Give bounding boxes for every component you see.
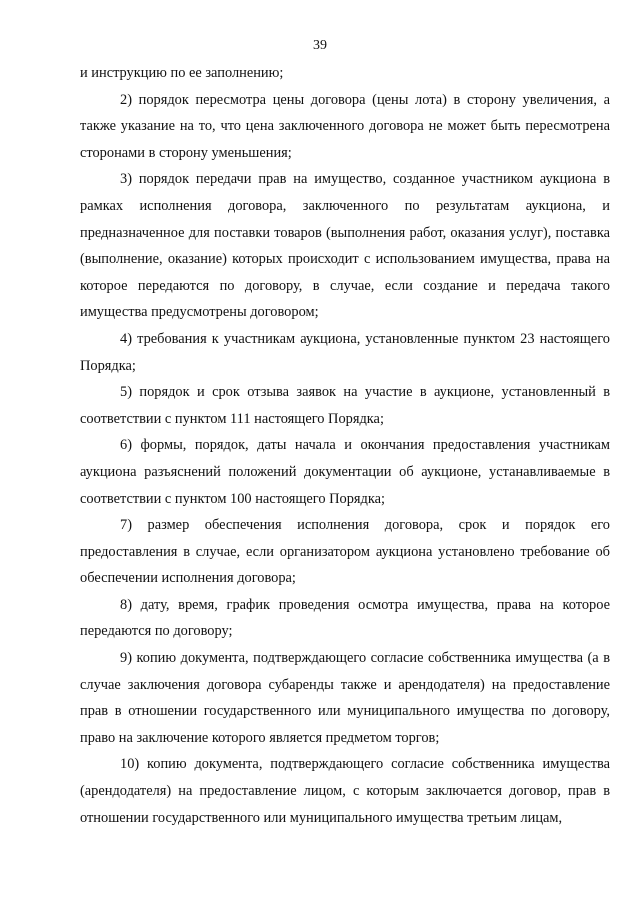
paragraph-item-7: 7) размер обеспечения исполнения договора, срок и порядок его предоставления в случае, если организатором аукциона установлено требование об обеспечении исполнения договора;	[80, 517, 610, 587]
paragraph-item-5: 5) порядок и срок отзыва заявок на участие в аукционе, установленный в соответствии с пунктом 111 настоящего Порядка;	[80, 384, 610, 427]
paragraph-item-3: 3) порядок передачи прав на имущество, созданное участником аукциона в рамках исполнения договора, заключенного по результатам аукциона, и предназначенное для поставки товаров (выполнения работ, оказания услуг), поставка (выполнение, оказание) которых происходит с использованием имущества, права на которое передаются по договору, в случае, если создание и передача такого имущества предусмотрены договором;	[80, 171, 610, 321]
paragraph-item-10: 10) копию документа, подтверждающего согласие собственника имущества (арендодателя) на предоставление лицом, с которым заключается договор, прав в отношении государственного или муниципального имущества третьим лицам,	[80, 756, 610, 826]
paragraph-item-2: 2) порядок пересмотра цены договора (цены лота) в сторону увеличения, а также указание на то, что цена заключенного договора не может быть пересмотрена сторонами в сторону уменьшения;	[80, 91, 610, 161]
paragraph-item-4: 4) требования к участникам аукциона, установленные пунктом 23 настоящего Порядка;	[80, 330, 610, 374]
paragraph-item-6: 6) формы, порядок, даты начала и окончания предоставления участникам аукциона разъяснений положений документации об аукционе, устанавливаемые в соответствии с пунктом 100 настоящего Порядка;	[80, 437, 610, 507]
page-number: 39	[313, 38, 327, 53]
paragraph-item-8: 8) дату, время, график проведения осмотра имущества, права на которое передаются по договору;	[80, 596, 610, 640]
paragraph-item-9: 9) копию документа, подтверждающего согласие собственника имущества (а в случае заключения договора субаренды также и арендодателя) на предоставление прав в отношении государственного или муниципального имущества по договору, право на заключение которого является предметом торгов;	[80, 650, 610, 746]
document-body	[80, 60, 610, 831]
paragraph-continuation: и инструкцию по ее заполнению;	[80, 65, 284, 81]
